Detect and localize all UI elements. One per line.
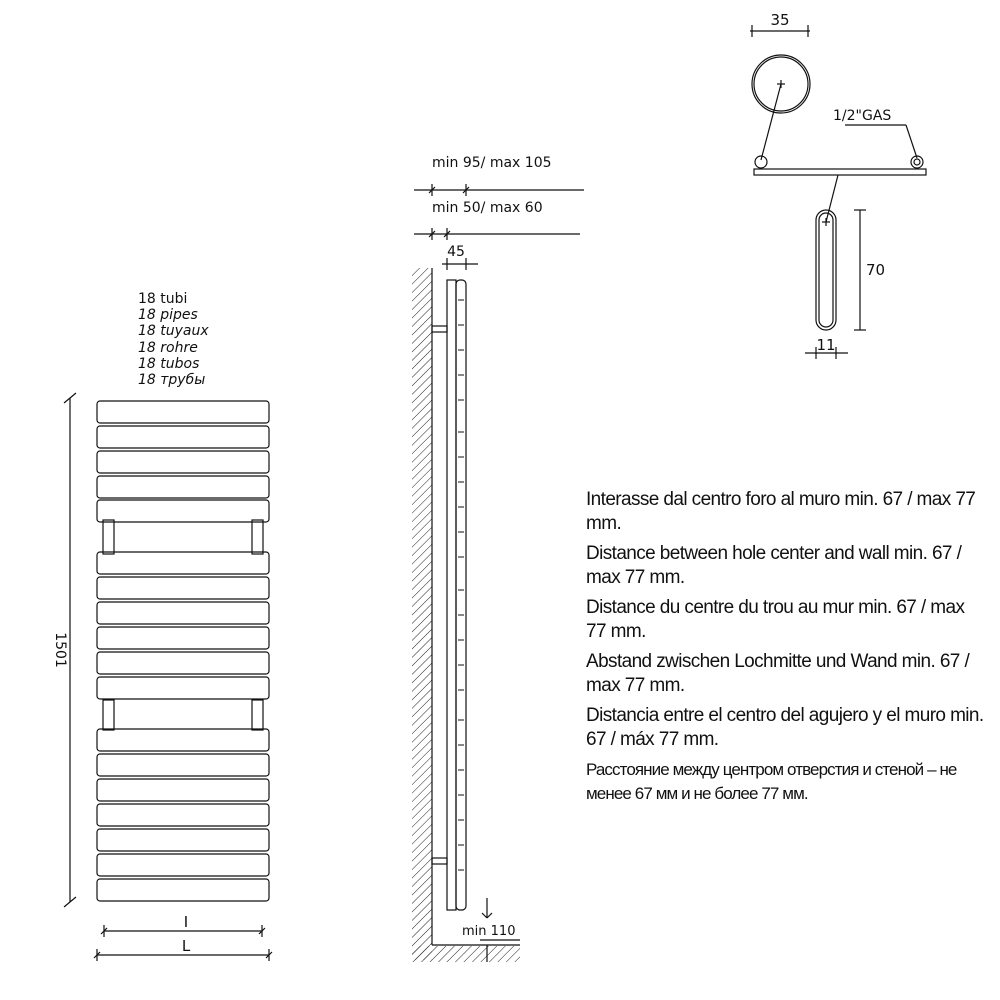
description-it: Interasse dal centro foro al muro min. 67 / max 77 mm.: [586, 489, 976, 534]
description-de: Abstand zwischen Lochmitte und Wand min. 67 / max 77 mm.: [586, 651, 970, 696]
tube: [97, 401, 269, 423]
front-view: [52, 291, 272, 961]
tubes-label-fr: 18 tuyaux: [138, 323, 209, 339]
left-collector-lower: [103, 700, 114, 730]
description-es: Distancia entre el centro del agujero y el muro min. 67 / máx 77 mm.: [586, 705, 984, 750]
tube: [97, 602, 269, 624]
tube: [97, 854, 269, 876]
tube: [97, 677, 269, 699]
bracket-plate: [754, 169, 926, 175]
tube: [97, 829, 269, 851]
side-view: [412, 155, 584, 962]
right-collector-upper: [252, 520, 263, 554]
depth-outer-label: min 95/ max 105: [432, 155, 552, 171]
bracket-detail: [750, 11, 926, 359]
tubes-label-de: 18 rohre: [138, 340, 198, 356]
height-dimension-label: 1501: [52, 632, 68, 668]
tube: [97, 577, 269, 599]
tubes-label-en: 18 pipes: [138, 307, 198, 323]
tube: [97, 804, 269, 826]
tube: [97, 879, 269, 901]
tube: [97, 476, 269, 498]
tube: [97, 779, 269, 801]
interaxis-dimension-label: I: [183, 913, 189, 931]
slot-height-label: 70: [866, 261, 886, 279]
wall-bracket-top: [432, 326, 447, 332]
side-collector: [447, 280, 456, 910]
tube: [97, 500, 269, 522]
connection-label: 1/2"GAS: [833, 108, 892, 124]
floor-hatch: [412, 946, 520, 962]
tubes-label-it: 18 tubi: [138, 291, 188, 307]
tube: [97, 451, 269, 473]
slot-width-label: 11: [816, 336, 836, 354]
tube: [97, 627, 269, 649]
wall-hatch: [412, 268, 432, 960]
tube: [97, 426, 269, 448]
wall-bracket-bottom: [432, 858, 447, 864]
description-en: Distance between hole center and wall min. 67 / max 77 mm.: [586, 543, 962, 588]
tubes-label-es: 18 tubos: [138, 356, 200, 372]
tube: [97, 652, 269, 674]
length-dimension-label: L: [181, 937, 191, 955]
depth-inner-label: min 50/ max 60: [432, 200, 543, 216]
diameter-label: 35: [770, 11, 790, 29]
tube: [97, 754, 269, 776]
right-collector-lower: [252, 700, 263, 730]
tube-depth-label: 45: [447, 244, 465, 260]
description-fr: Distance du centre du trou au mur min. 67 / max 77 mm.: [586, 597, 965, 642]
left-collector-upper: [103, 520, 114, 554]
description-block: [586, 488, 986, 812]
description-ru: Расстояние между центром отверстия и стеной – не менее 67 мм и не более 77 мм.: [586, 760, 957, 803]
tube-stack: [97, 401, 269, 901]
tube: [97, 552, 269, 574]
tubes-label-ru: 18 трубы: [138, 372, 206, 388]
floor-clearance-label: min 110: [462, 924, 516, 939]
side-tube-segments: [458, 300, 464, 870]
tube: [97, 729, 269, 751]
